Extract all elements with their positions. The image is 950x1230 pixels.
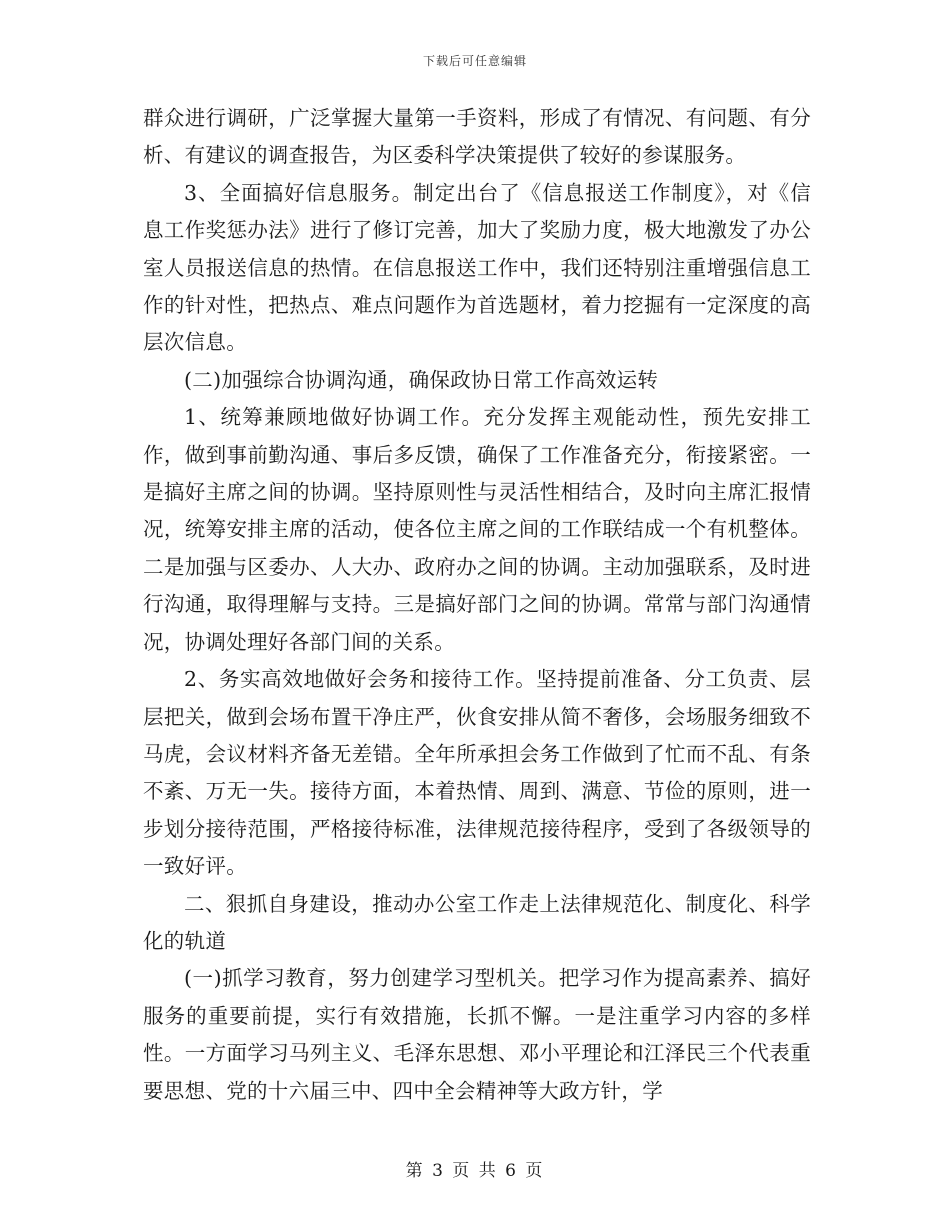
paragraph-4: 1、统筹兼顾地做好协调工作。充分发挥主观能动性，预先安排工作，做到事前勤沟通、事后多反馈，确保了工作准备充分，衔接紧密。一是搞好主席之间的协调。坚持原则性与灵活性相结合，及时向主席汇报情况，统筹安排主席的活动，使各位主席之间的工作联结成一个有机整体。二是加强与区委办、人大办、政府办之间的协调。主动加强联系，及时进行沟通，取得理解与支持。三是搞好部门之间的协调。常常与部门沟通情况，协调处理好各部门间的关系。 bbox=[143, 405, 811, 654]
section-heading-two: 二、狠抓自身建设，推动办公室工作走上法律规范化、制度化、科学化的轨道 bbox=[143, 891, 811, 953]
page-header-note: 下载后可任意编辑 bbox=[422, 54, 527, 68]
paragraph-2: 3、全面搞好信息服务。制定出台了《信息报送工作制度》，对《信息工作奖惩办法》进行了修订完善，加大了奖励力度，极大地激发了办公室人员报送信息的热情。在信息报送工作中，我们还特别注重增强信息工作的针对性，把热点、难点问题作为首选题材，着力挖掘有一定深度的高层次信息。 bbox=[143, 180, 811, 355]
paragraph-5: 2、务实高效地做好会务和接待工作。坚持提前准备、分工负责、层层把关，做到会场布置干净庄严，伙食安排从简不奢侈，会场服务细致不马虎，会议材料齐备无差错。全年所承担会务工作做到了忙而不乱、有条不紊、万无一失。接待方面，本着热情、周到、满意、节俭的原则，进一步划分接待范围，严格接待标准，法律规范接待程序，受到了各级领导的一致好评。 bbox=[143, 667, 811, 879]
paragraph-1: 群众进行调研，广泛掌握大量第一手资料，形成了有情况、有问题、有分析、有建议的调查报告，为区委科学决策提供了较好的参谋服务。 bbox=[143, 106, 811, 168]
section-heading-2: (二)加强综合协调沟通，确保政协日常工作高效运转 bbox=[184, 367, 659, 392]
paragraph-7: (一)抓学习教育，努力创建学习型机关。把学习作为提高素养、搞好服务的重要前提，实行有效措施，长抓不懈。一是注重学习内容的多样性。一方面学习马列主义、毛泽东思想、邓小平理论和江泽民三个代表重要思想、党的十六届三中、四中全会精神等大政方针，学 bbox=[143, 966, 811, 1103]
document-body bbox=[143, 100, 811, 1110]
page-number: 第 3 页 共 6 页 bbox=[405, 1161, 545, 1181]
